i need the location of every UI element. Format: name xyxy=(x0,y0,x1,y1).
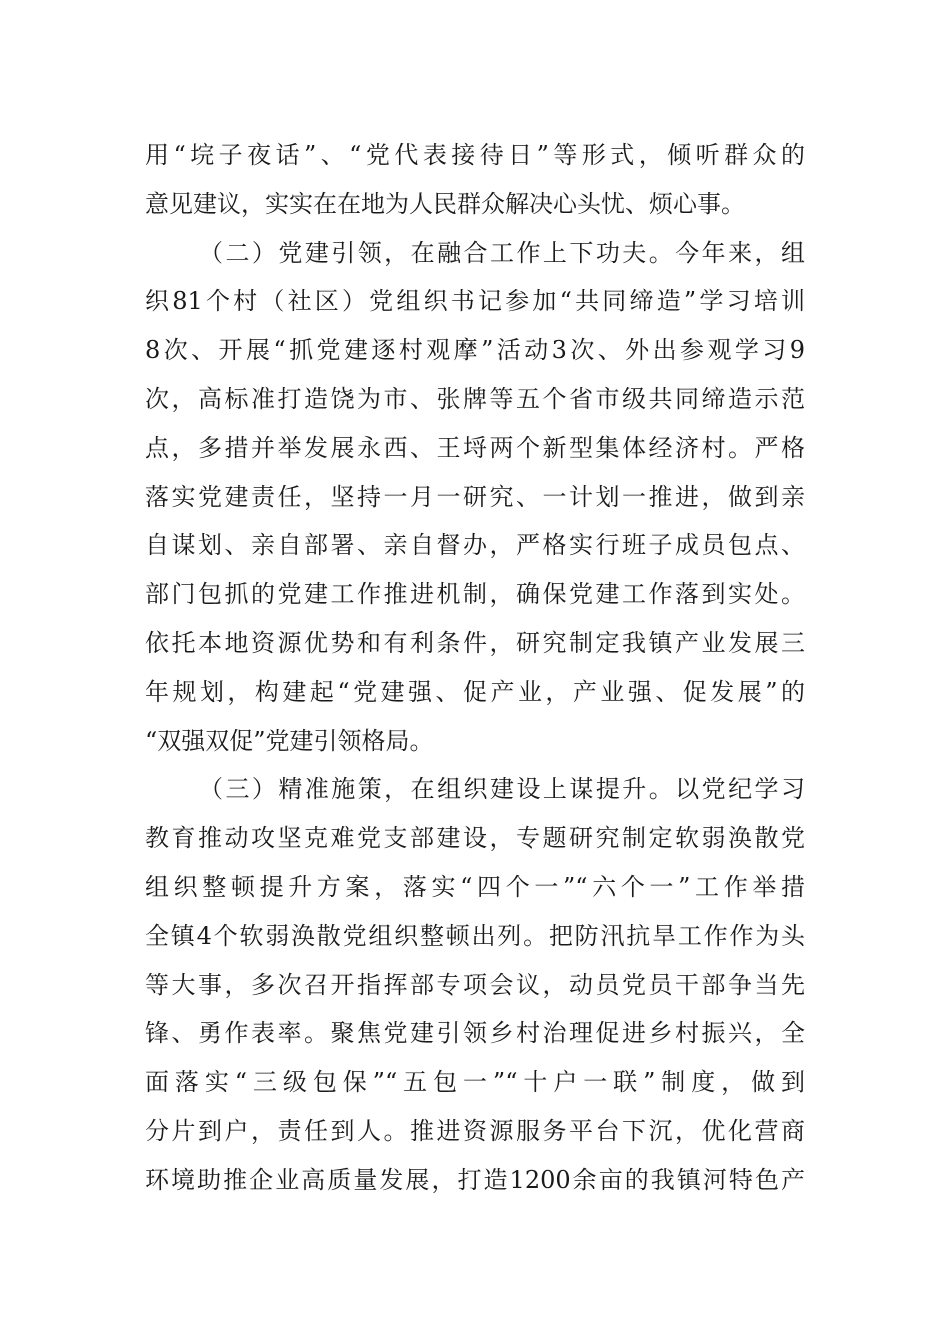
text-line: 锋、勇作表率。聚焦党建引领乡村治理促进乡村振兴，全 xyxy=(145,1019,805,1048)
text-line: 部门包抓的党建工作推进机制，确保党建工作落到实处。 xyxy=(145,580,805,609)
text-line: 等大事，多次召开指挥部专项会议，动员党员干部争当先 xyxy=(145,970,805,999)
text-line: 自谋划、亲自部署、亲自督办，严格实行班子成员包点、 xyxy=(145,531,805,560)
text-line: （二）党建引领，在融合工作上下功夫。今年来，组 xyxy=(199,238,805,267)
text-line: 年规划，构建起“党建强、促产业，产业强、促发展”的 xyxy=(145,677,805,706)
text-line: 环境助推企业高质量发展，打造1200余亩的我镇河特色产 xyxy=(145,1165,805,1194)
text-line: 用“垸子夜话”、“党代表接待日”等形式，倾听群众的 xyxy=(145,141,805,169)
text-line: 织81个村（社区）党组织书记参加“共同缔造”学习培训 xyxy=(145,287,805,316)
text-line: 分片到户，责任到人。推进资源服务平台下沉，优化营商 xyxy=(145,1116,805,1145)
text-line: 教育推动攻坚克难党支部建设，专题研究制定软弱涣散党 xyxy=(145,824,805,853)
text-line: 意见建议，实实在在地为人民群众解决心头忧、烦心事。 xyxy=(145,189,745,218)
text-line: 组织整顿提升方案，落实“四个一”“六个一”工作举措 xyxy=(145,872,805,901)
text-line: （三）精准施策，在组织建设上谋提升。以党纪学习 xyxy=(199,775,805,804)
text-line: 点，多措并举发展永西、王埒两个新型集体经济村。严格 xyxy=(145,433,805,462)
text-line: 落实党建责任，坚持一月一研究、一计划一推进，做到亲 xyxy=(145,482,805,511)
text-line: 8次、开展“抓党建逐村观摩”活动3次、外出参观学习9 xyxy=(145,336,805,365)
text-line: 次，高标准打造饶为市、张牌等五个省市级共同缔造示范 xyxy=(145,384,805,413)
text-line: 全镇4个软弱涣散党组织整顿出列。把防汛抗旱工作作为头 xyxy=(145,921,805,950)
text-line: “双强双促”党建引领格局。 xyxy=(145,726,434,755)
text-line: 面落实“三级包保”“五包一”“十户一联”制度，做到 xyxy=(145,1068,805,1097)
body-text xyxy=(145,131,805,1205)
text-line: 依托本地资源优势和有利条件，研究制定我镇产业发展三 xyxy=(145,628,805,657)
